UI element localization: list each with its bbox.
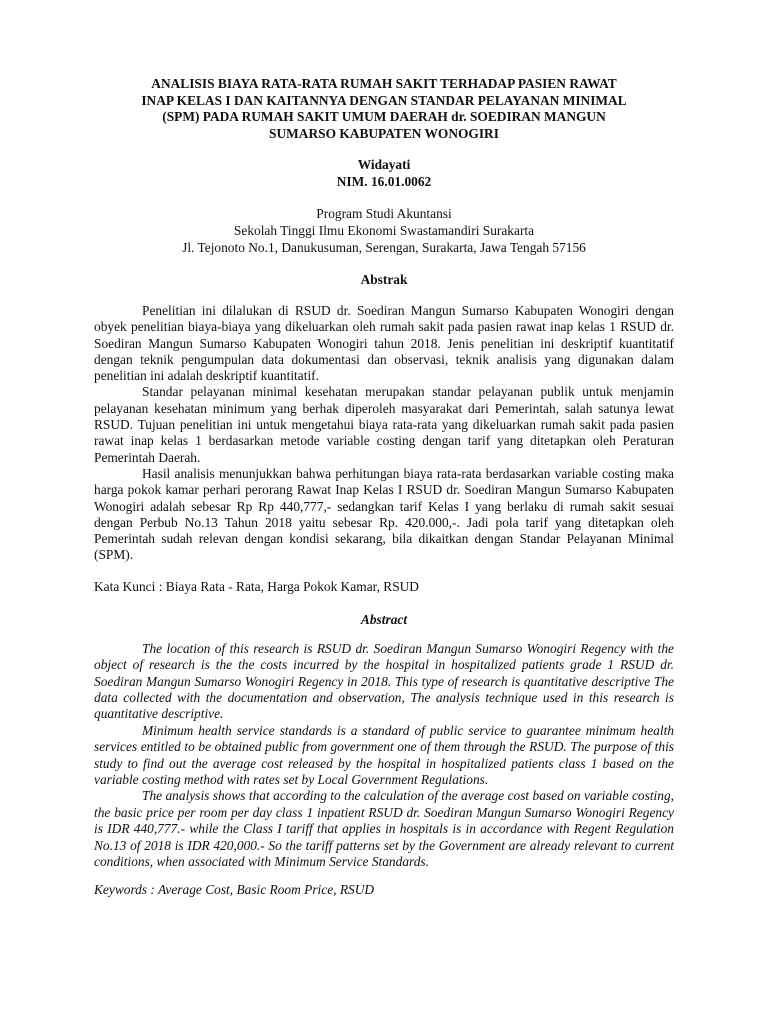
abstrak-paragraph: Penelitian ini dilalukan di RSUD dr. Soediran Mangun Sumarso Kabupaten Wonogiri dengan obyek penelitian biaya-biaya yang dikeluarkan oleh rumah sakit pada pasien rawat inap kelas 1 RSUD dr. Soediran Mangun Sumarso Kabupaten Wonogiri tahun 2018. Jenis penelitian ini deskriptif kuantitatif dengan teknik pengumpulan data dokumentasi dan observasi, teknik analisis yang digunakan dalam penelitian ini adalah deskriptif kuantitatif. [94,303,674,384]
abstract-paragraph: The analysis shows that according to the calculation of the average cost based on variable costing, the basic price per room per day class 1 inpatient RSUD dr. Soediran Mangun Sumarso Wonogiri Regency is IDR 440,777.- while the Class I tariff that applies in hospitals is in accordance with Regent Regulation No.13 of 2018 is IDR 420,000.- So the tariff patterns set by the Government are already relevant to current conditions, when associated with Minimum Service Standards. [94,788,674,870]
title-line: SUMARSO KABUPATEN WONOGIRI [269,125,499,141]
abstract-body [94,641,674,871]
affiliation-address: Jl. Tejonoto No.1, Danukusuman, Serengan, Surakarta, Jawa Tengah 57156 [182,240,586,255]
affiliation-block [94,205,674,256]
affiliation-program: Program Studi Akuntansi [316,206,452,221]
paper-title [94,76,674,142]
abstrak-paragraph: Standar pelayanan minimal kesehatan merupakan standar pelayanan publik untuk menjamin pelayanan kesehatan minimum yang berhak diperoleh masyarakat dari Pemerintah, salah satunya lewat RSUD. Tujuan penelitian ini untuk mengetahui biaya rata-rata yang dikeluarkan rumah sakit pada pasien rawat inap kelas 1 berdasarkan metode variable costing dengan tarif yang ditetapkan oleh Peraturan Pemerintah Daerah. [94,384,674,465]
author-nim: NIM. 16.01.0062 [336,174,432,189]
abstract-keywords: Keywords : Average Cost, Basic Room Price, RSUD [94,882,375,898]
title-line: INAP KELAS I DAN KAITANNYA DENGAN STANDAR PELAYANAN MINIMAL [141,92,627,108]
abstrak-body [94,303,674,564]
abstract-paragraph: The location of this research is RSUD dr. Soediran Mangun Sumarso Wonogiri Regency with the object of research is the the costs incurred by the hospital in hospitalized patients grade 1 RSUD dr. Soediran Mangun Sumarso Wonogiri Regency in 2018. This type of research is quantitative descriptive The data collected with the documentation and observation, The analysis technique used in this research is quantitative descriptive. [94,640,674,722]
abstract-paragraph: Minimum health service standards is a standard of public service to guarantee minimum health services entitled to be obtained public from government one of them through the RSUD. The purpose of this study to find out the average cost released by the hospital in hospitalized patients class 1 based on the variable costing method with rates set by Local Government Regulations. [94,722,674,787]
abstrak-paragraph: Hasil analisis menunjukkan bahwa perhitungan biaya rata-rata berdasarkan variable costing maka harga pokok kamar perhari perorang Rawat Inap Kelas I RSUD dr. Soediran Mangun Sumarso Kabupaten Wonogiri adalah sebesar Rp Rp 440,777,- sedangkan tarif Kelas I yang berlaku di rumah sakit sesuai dengan Perbub No.13 Tahun 2018 yaitu sebesar Rp. 420.000,-. Jadi pola tarif yang ditetapkan oleh Pemerintah sudah relevan dengan kondisi sekarang, bila dikaitkan dengan Standar Pelayanan Minimal (SPM). [94,465,674,563]
affiliation-school: Sekolah Tinggi Ilmu Ekonomi Swastamandiri Surakarta [233,223,535,238]
author-name: Widayati [357,157,411,172]
paper-page [94,76,674,898]
author-block [94,156,674,190]
title-line: (SPM) PADA RUMAH SAKIT UMUM DAERAH dr. SOEDIRAN MANGUN [162,109,606,124]
title-line: ANALISIS BIAYA RATA-RATA RUMAH SAKIT TERHADAP PASIEN RAWAT [151,76,617,91]
abstract-heading: Abstract [360,611,408,627]
abstrak-keywords: Kata Kunci : Biaya Rata - Rata, Harga Pokok Kamar, RSUD [94,578,419,594]
abstrak-heading: Abstrak [360,272,408,287]
